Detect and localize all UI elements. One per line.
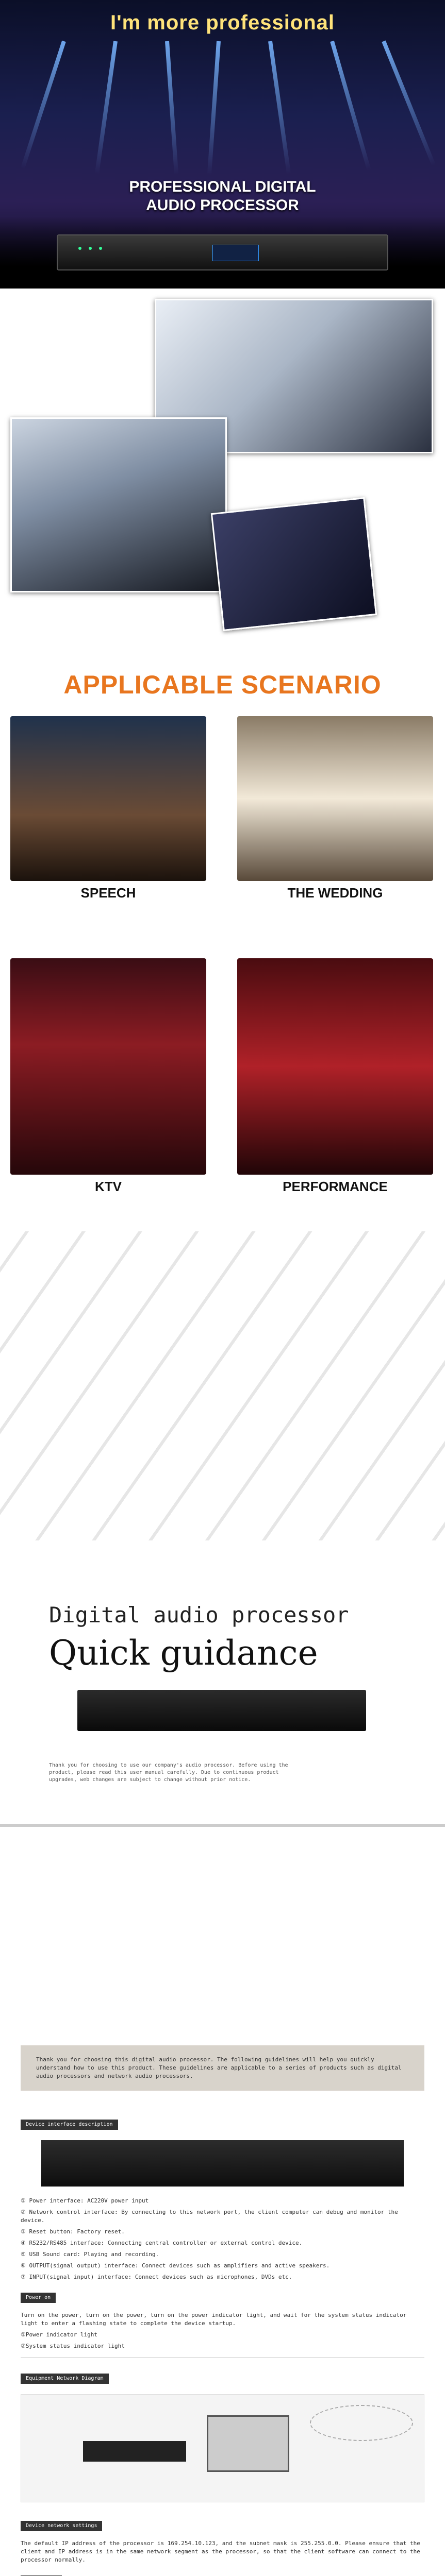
interface-item: ⑦ INPUT(signal input) interface: Connect devices such as microphones, DVDs etc.: [21, 2274, 292, 2280]
guide-title-line2: Quick guidance: [49, 1633, 318, 1673]
power-indicator: ②System status indicator light: [21, 2343, 125, 2349]
processor-device-image: [57, 234, 388, 270]
ip-callout: [310, 2405, 413, 2441]
power-indicator: ①Power indicator light: [21, 2331, 97, 2338]
scenario-label: KTV: [95, 1179, 122, 1194]
router-image: [83, 2441, 186, 2462]
interface-item: ① Power interface: AC220V power input: [21, 2197, 149, 2204]
guide-title-line1: Digital audio processor: [49, 1602, 349, 1628]
scenario-speech: [10, 716, 206, 901]
scenario-label: THE WEDDING: [287, 885, 383, 901]
interface-item: ③ Reset button: Factory reset.: [21, 2228, 125, 2235]
scenario-label: SPEECH: [80, 885, 136, 901]
section-tab-power: Power on: [21, 2293, 56, 2303]
guide-note: Thank you for choosing to use our company's audio processor. Before using the product, please read this user manual carefully. Due to continuous product upgrades, web changes are subject to change without prior notice.: [49, 1762, 288, 1783]
network-diagram: [21, 2394, 424, 2502]
wedding-image: [237, 716, 433, 881]
divider: [0, 1824, 445, 1827]
laptop-image: [207, 2415, 289, 2472]
hero-banner: [0, 0, 445, 289]
rear-panel-diagram: [41, 2140, 404, 2187]
interface-item: ⑥ OUTPUT(signal output) interface: Connect devices such as amplifiers and active speakers.: [21, 2262, 330, 2269]
user-manual: [0, 2035, 445, 2576]
ktv-image: [10, 958, 206, 1175]
scenario-wedding: [237, 716, 433, 901]
decorative-stripes: [0, 1231, 445, 1540]
hero-title: I'm more professional: [110, 11, 335, 34]
hero-subtitle: [0, 178, 445, 215]
interface-item: ④ RS232/RS485 interface: Connecting central controller or external control device.: [21, 2240, 303, 2246]
hero-subtitle-line1: PROFESSIONAL DIGITAL: [129, 178, 316, 195]
network-text: The default IP address of the processor is 169.254.10.123, and the subnet mask is 255.255.0.0. Please ensure that the client and IP address is in the same network segment as the processor, so that the client software can connect to the processor normally.: [21, 2540, 420, 2563]
performance-image: [237, 958, 433, 1175]
section-tab-connection: Equipment Network Diagram: [21, 2374, 109, 2384]
interface-item: ② Network control interface: By connecting to this network port, the client computer can debug and monitor the device.: [21, 2209, 398, 2224]
scenario-section: [0, 659, 445, 1231]
scenario-ktv: [10, 958, 206, 1195]
speech-image: [10, 716, 206, 881]
section-tab-network: Device network settings: [21, 2521, 102, 2531]
interface-item: ⑤ USB Sound card: Playing and recording.: [21, 2251, 159, 2258]
guide-device-image: [77, 1690, 366, 1731]
photo-collage: [0, 289, 445, 659]
stage-lights: [0, 41, 445, 165]
scenario-title: APPLICABLE SCENARIO: [63, 670, 382, 699]
section-tab-interface: Device interface description: [21, 2120, 118, 2130]
device-photo: [211, 497, 377, 631]
scenario-performance: [237, 958, 433, 1195]
stage-photo: [10, 417, 227, 592]
power-text: Turn on the power, turn on the power, turn on the power indicator light, and wait for the system status indicator light to enter a flashing state to complete the device startup.: [21, 2312, 407, 2327]
hero-subtitle-line2: AUDIO PROCESSOR: [146, 197, 299, 214]
intro-text: Thank you for choosing this digital audio processor. The following guidelines will help you quickly understand how to use this product. These guidelines are applicable to a series of products such as digital audio processors and network audio processors.: [21, 2045, 424, 2091]
scenario-label: PERFORMANCE: [283, 1179, 388, 1194]
quick-guidance: [0, 1231, 445, 2035]
